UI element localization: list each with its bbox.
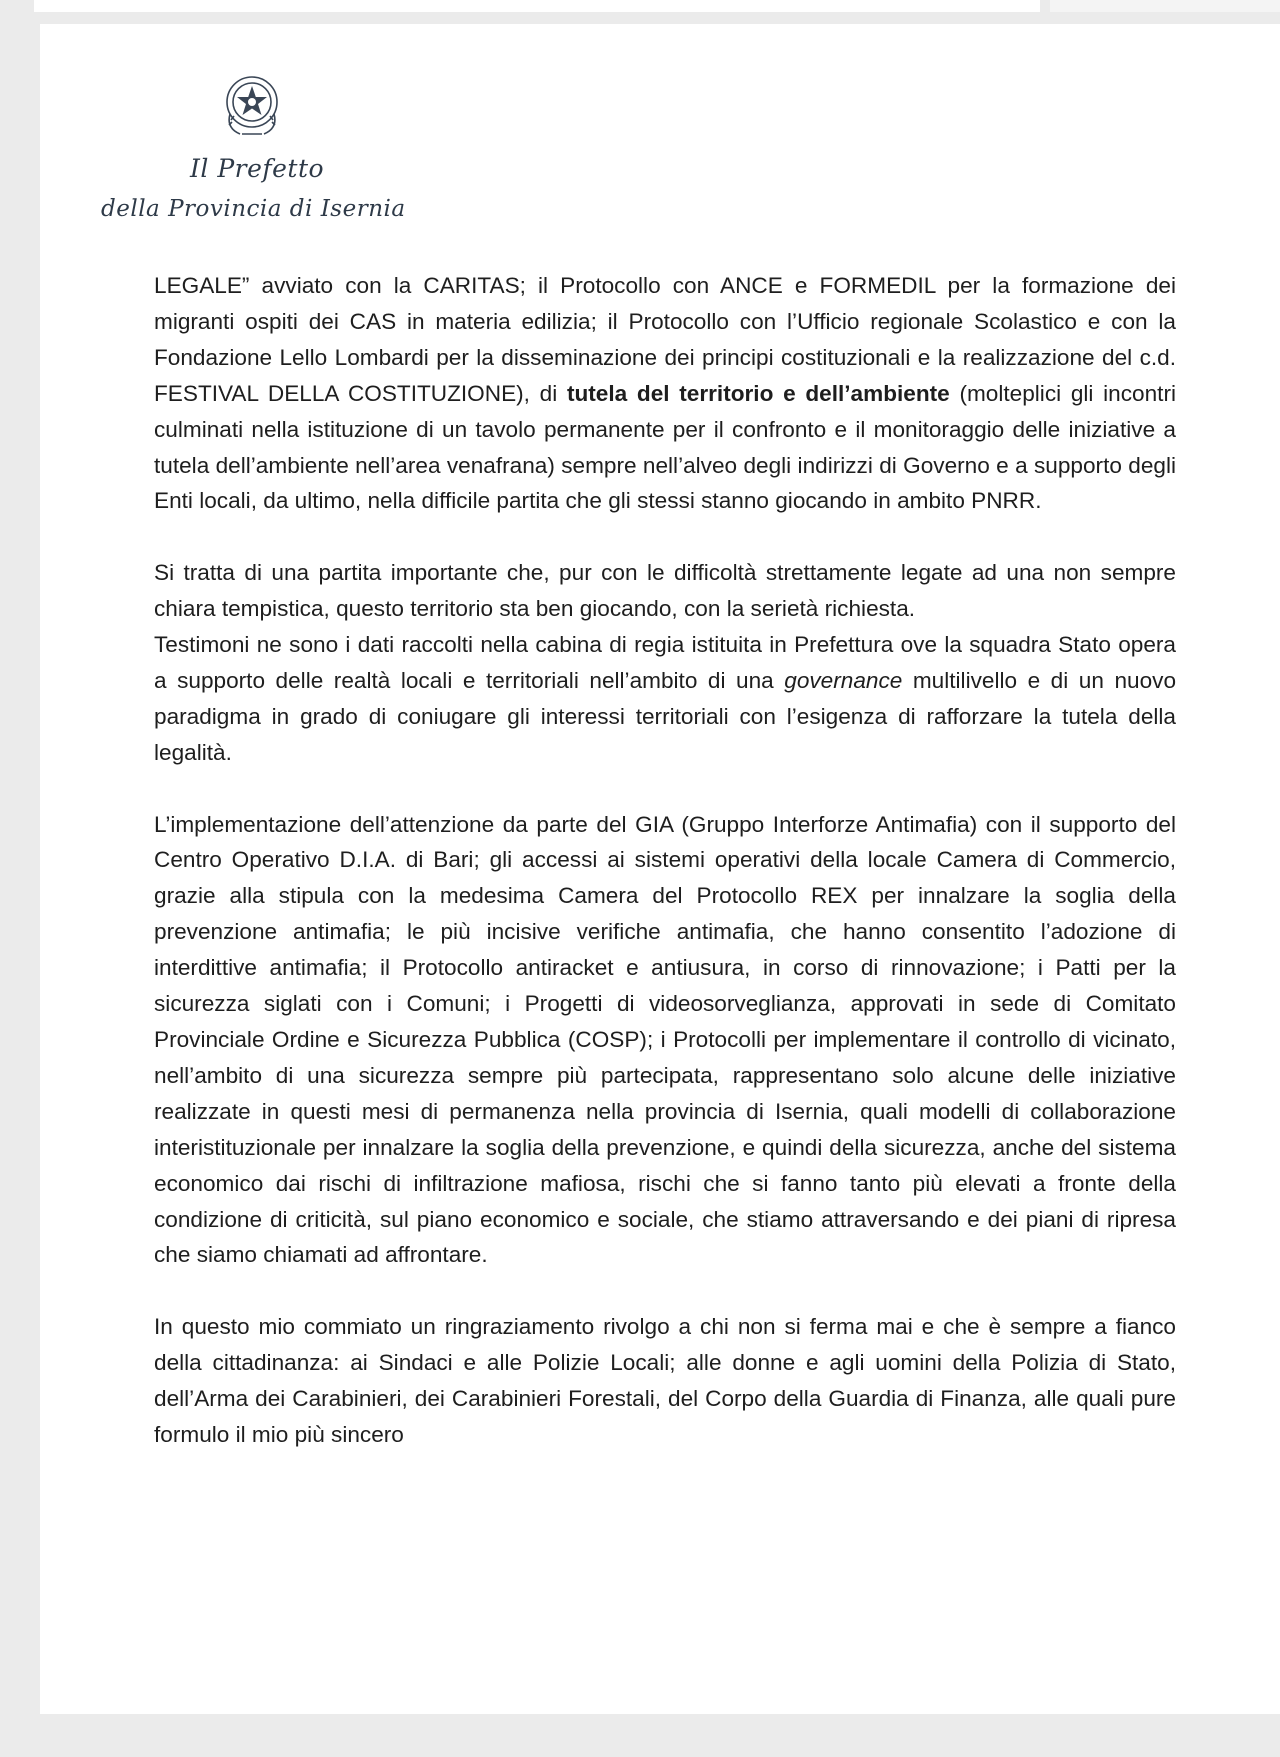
issuer-subtitle: della Provincia di Isernia	[101, 196, 406, 222]
top-strip	[34, 0, 1040, 12]
document-body	[154, 268, 1176, 1453]
paragraph: In questo mio commiato un ringraziamento rivolgo a chi non si ferma mai e che è sempre a fianco della cittadinanza: ai Sindaci e alle Polizie Locali; alle donne e agli uomini della Polizia di Stato, dell’Arma dei Carabinieri, dei Carabinieri Forestali, del Corpo della Guardia di Finanza, alle quali pure formulo il mio più sincero	[154, 1314, 1176, 1447]
italic-term: governance	[784, 667, 903, 693]
top-strip-right	[1050, 0, 1280, 12]
issuer-title: Il Prefetto	[190, 154, 325, 183]
bold-phrase: tutela del territorio e dell’ambiente	[566, 380, 950, 406]
paragraph: LEGALE” avviato con la CARITAS; il Protocollo con ANCE e FORMEDIL per la formazione dei migranti ospiti dei CAS in materia edilizia; il Protocollo con l’Ufficio regionale Scolastico e con la Fondazione Lello Lombardi per la disseminazione dei principi costituzionali e la realizzazione del c.d. FESTIVAL DELLA COSTITUZIONE), di tutela del territorio e dell’ambiente (molteplici gli incontri culminati nella istituzione di un tavolo permanente per il confronto e il monitoraggio delle iniziative a tutela dell’ambiente nell’area venafrana) sempre nell’alveo degli indirizzi di Governo e a supporto degli Enti locali, da ultimo, nella difficile partita che gli stessi stanno giocando in ambito PNRR.	[154, 273, 1176, 514]
paragraph: L’implementazione dell’attenzione da parte del GIA (Gruppo Interforze Antimafia) con il supporto del Centro Operativo D.I.A. di Bari; gli accessi ai sistemi operativi della locale Camera di Commercio, grazie alla stipula con la medesima Camera del Protocollo REX per innalzare la soglia della prevenzione antimafia; le più incisive verifiche antimafia, che hanno consentito l’adozione di interdittive antimafia; il Protocollo antiracket e antiusura, in corso di rinnovazione; i Patti per la sicurezza siglati con i Comuni; i Progetti di videosorveglianza, approvati in sede di Comitato Provinciale Ordine e Sicurezza Pubblica (COSP); i Protocolli per implementare il controllo di vicinato, nell’ambito di una sicurezza sempre più partecipata, rappresentano solo alcune delle iniziative realizzate in questi mesi di permanenza nella provincia di Isernia, quali modelli di collaborazione interistituzionale per innalzare la soglia della prevenzione, e quindi della sicurezza, anche del sistema economico dai rischi di infiltrazione mafiosa, rischi che si fanno tanto più elevati a fronte della condizione di criticità, sul piano economico e sociale, che stiamo attraversando e dei piani di ripresa che siamo chiamati ad affrontare.	[154, 811, 1176, 1268]
paragraph: Si tratta di una partita importante che, pur con le difficoltà strettamente legate ad una non sempre chiara tempistica, questo territorio sta ben giocando, con la serietà richiesta.	[154, 560, 1176, 622]
italian-republic-emblem-icon	[222, 72, 282, 140]
paragraph: Testimoni ne sono i dati raccolti nella cabina di regia istituita in Prefettura ove la squadra Stato opera a supporto delle realtà locali e territoriali nell’ambito di una governance multilivello e di un nuovo paradigma in grado di coniugare gli interessi territoriali con l’esigenza di rafforzare la tutela della legalità.	[154, 632, 1177, 765]
